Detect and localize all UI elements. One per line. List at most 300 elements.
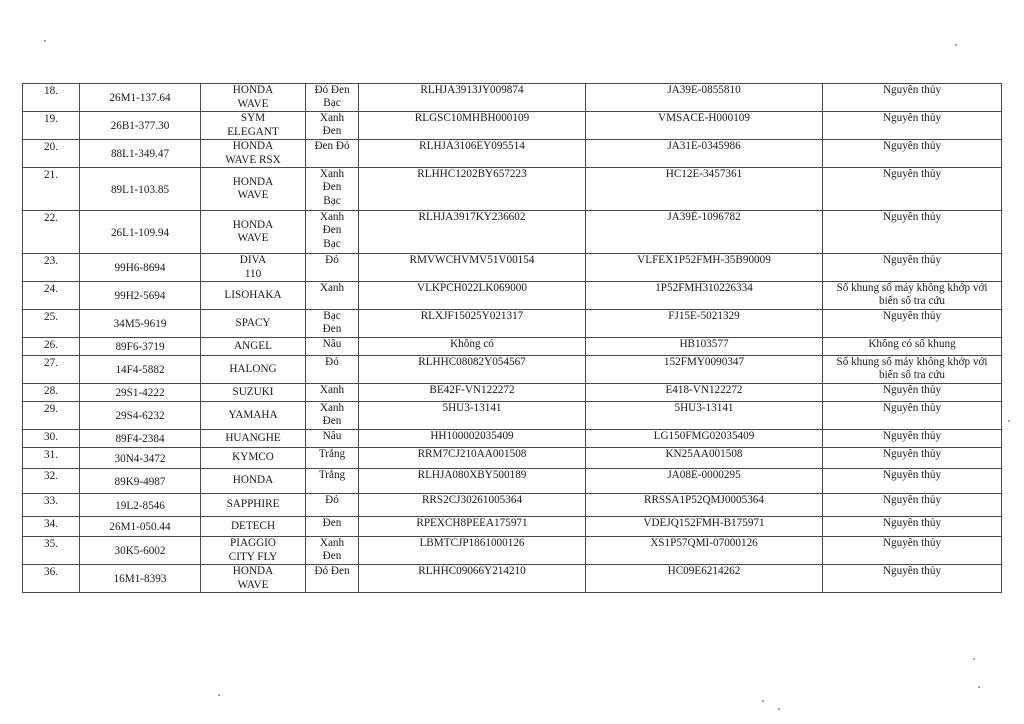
status-cell xyxy=(823,310,1002,338)
row-number-cell xyxy=(23,254,80,282)
table-row xyxy=(23,517,1002,537)
brand-cell xyxy=(201,310,306,338)
row-number: 34. xyxy=(44,518,58,530)
frame-number: RRS2CJ30261005364 xyxy=(421,494,523,506)
status-line: Nguyên thủy xyxy=(882,211,942,223)
row-number-cell xyxy=(23,356,80,384)
frame-number-cell xyxy=(359,402,586,430)
color-cell xyxy=(306,402,359,430)
frame-number-cell xyxy=(359,517,586,537)
plate-number: 26L1-109.94 xyxy=(110,226,170,239)
plate-number: 30K5-6002 xyxy=(114,545,166,558)
frame-number: RLHJA3913JY009874 xyxy=(420,84,524,96)
color-cell xyxy=(306,537,359,565)
frame-number-cell xyxy=(359,384,586,402)
table-row xyxy=(23,448,1002,469)
brand-line: HONDA xyxy=(232,175,274,188)
engine-number: 5HU3-13141 xyxy=(674,402,734,414)
row-number: 23. xyxy=(44,255,58,267)
engine-number: JA39E-0855810 xyxy=(667,84,741,96)
frame-number-cell xyxy=(359,140,586,168)
color-line: Đen xyxy=(322,181,342,194)
brand-line: YAMAHA xyxy=(228,408,278,421)
status-cell xyxy=(823,168,1002,211)
row-number-cell xyxy=(23,469,80,494)
plate-cell xyxy=(80,469,201,494)
brand-cell xyxy=(201,537,306,565)
scan-speck xyxy=(973,658,975,660)
plate-number: 89F4-2384 xyxy=(115,433,165,446)
status-cell xyxy=(823,356,1002,384)
brand-line: WAVE xyxy=(237,578,269,591)
row-number-cell xyxy=(23,338,80,356)
status-cell xyxy=(823,84,1002,112)
frame-number: BE42F-VN122272 xyxy=(429,384,515,396)
color-cell xyxy=(306,565,359,593)
table-row xyxy=(23,84,1002,112)
row-number-cell xyxy=(23,517,80,537)
brand-line: HONDA xyxy=(232,84,274,97)
table-row xyxy=(23,469,1002,494)
engine-number: JA31E-0345986 xyxy=(667,140,741,152)
status-line: biển số tra cứu xyxy=(878,295,946,308)
frame-number-cell xyxy=(359,168,586,211)
row-number-cell xyxy=(23,430,80,448)
color-line: Đen xyxy=(322,415,342,428)
engine-number-cell xyxy=(586,140,823,168)
plate-cell xyxy=(80,384,201,402)
status-line: Nguyên thủy xyxy=(882,254,942,266)
brand-line: WAVE xyxy=(237,97,269,110)
plate-number: 16M1-8393 xyxy=(113,573,167,586)
color-line: Xanh xyxy=(319,537,345,549)
brand-cell xyxy=(201,112,306,140)
frame-number-cell xyxy=(359,310,586,338)
row-number-cell xyxy=(23,494,80,517)
status-cell xyxy=(823,565,1002,593)
color-line: Đỏ Đen xyxy=(314,84,350,96)
frame-number-cell xyxy=(359,537,586,565)
status-cell xyxy=(823,469,1002,494)
table-row xyxy=(23,211,1002,254)
plate-cell xyxy=(80,565,201,593)
table-row xyxy=(23,384,1002,402)
brand-cell xyxy=(201,254,306,282)
engine-number: VDEJQ152FMH-B175971 xyxy=(643,517,765,529)
brand-cell xyxy=(201,356,306,384)
status-line: Nguyên thủy xyxy=(882,517,942,529)
table-row xyxy=(23,168,1002,211)
engine-number: FJ15E-5021329 xyxy=(668,310,740,322)
brand-cell xyxy=(201,282,306,310)
status-line: Nguyên thủy xyxy=(882,430,942,442)
plate-cell xyxy=(80,430,201,448)
plate-cell xyxy=(80,338,201,356)
color-cell xyxy=(306,310,359,338)
row-number-cell xyxy=(23,448,80,469)
color-line: Đỏ xyxy=(325,356,339,368)
frame-number-cell xyxy=(359,84,586,112)
status-line: Nguyên thủy xyxy=(882,140,942,152)
status-cell xyxy=(823,402,1002,430)
brand-cell xyxy=(201,384,306,402)
row-number: 30. xyxy=(44,431,58,443)
status-cell xyxy=(823,211,1002,254)
plate-cell xyxy=(80,140,201,168)
plate-number: 19L2-8546 xyxy=(115,499,165,512)
color-line: Xanh xyxy=(319,384,345,396)
plate-number: 99H2-5694 xyxy=(114,290,166,303)
color-cell xyxy=(306,84,359,112)
table-row xyxy=(23,310,1002,338)
brand-line: HALONG xyxy=(229,362,277,375)
plate-cell xyxy=(80,517,201,537)
frame-number: RLXJF15025Y021317 xyxy=(420,310,524,322)
row-number: 18. xyxy=(44,85,58,97)
row-number-cell xyxy=(23,310,80,338)
color-line: Xanh xyxy=(319,168,345,180)
status-cell xyxy=(823,517,1002,537)
brand-line: KYMCO xyxy=(232,451,274,464)
brand-cell xyxy=(201,338,306,356)
status-line: Nguyên thủy xyxy=(882,384,942,396)
engine-number-cell xyxy=(586,448,823,469)
brand-line: DIVA xyxy=(239,254,267,267)
frame-number: RMVWCHVMV51V00154 xyxy=(409,254,535,266)
engine-number-cell xyxy=(586,494,823,517)
engine-number-cell xyxy=(586,430,823,448)
brand-cell xyxy=(201,517,306,537)
brand-line: DETECH xyxy=(230,519,276,532)
row-number: 35. xyxy=(44,538,58,550)
vehicle-table-body xyxy=(23,84,1002,593)
plate-number: 99H6-8694 xyxy=(114,262,166,275)
frame-number: HH100002035409 xyxy=(430,430,514,442)
table-row xyxy=(23,565,1002,593)
plate-number: 14F4-5882 xyxy=(115,364,165,377)
status-line: Nguyên thủy xyxy=(882,84,942,96)
brand-line: SUZUKI xyxy=(232,385,274,398)
brand-cell xyxy=(201,168,306,211)
color-line: Xanh xyxy=(319,112,345,124)
frame-number: RRM7CJ210AA001508 xyxy=(417,448,527,460)
brand-line: SAPPHIRE xyxy=(226,498,280,511)
engine-number: 152FMY0090347 xyxy=(663,356,745,368)
color-line: Đen xyxy=(322,224,342,237)
status-line: Nguyên thủy xyxy=(882,448,942,460)
color-line: Xanh xyxy=(319,402,345,414)
plate-cell xyxy=(80,494,201,517)
brand-cell xyxy=(201,140,306,168)
table-row xyxy=(23,430,1002,448)
brand-line: HONDA xyxy=(232,140,274,153)
row-number: 33. xyxy=(44,495,58,507)
brand-line: CITY FLY xyxy=(228,550,278,563)
color-cell xyxy=(306,168,359,211)
frame-number: RLHHC08082Y054567 xyxy=(418,356,526,368)
frame-number-cell xyxy=(359,448,586,469)
row-number-cell xyxy=(23,168,80,211)
color-line: Đen Đỏ xyxy=(314,140,350,152)
brand-line: ANGEL xyxy=(234,339,272,352)
frame-number: LBMTCJP1861000126 xyxy=(419,537,525,549)
frame-number: RLHJA3917KY236602 xyxy=(418,211,526,223)
row-number-cell xyxy=(23,565,80,593)
brand-line: SPACY xyxy=(235,316,271,329)
engine-number: VMSACE-H000109 xyxy=(658,112,750,124)
row-number-cell xyxy=(23,211,80,254)
frame-number-cell xyxy=(359,430,586,448)
plate-number: 89L1-103.85 xyxy=(110,183,170,196)
color-line: Đỏ Đen xyxy=(314,565,350,577)
plate-number: 26M1-050.44 xyxy=(109,521,171,534)
color-line: Trắng xyxy=(318,448,346,460)
row-number-cell xyxy=(23,140,80,168)
plate-number: 89K9-4987 xyxy=(114,475,166,488)
row-number-cell xyxy=(23,282,80,310)
plate-number: 26B1-377.30 xyxy=(110,120,170,133)
status-line: Nguyên thủy xyxy=(882,565,942,577)
plate-cell xyxy=(80,168,201,211)
color-line: Xanh xyxy=(319,211,345,223)
engine-number: VLFEX1P52FMH-35B90009 xyxy=(637,254,771,266)
plate-cell xyxy=(80,310,201,338)
engine-number: HC09E6214262 xyxy=(667,565,741,577)
frame-number: Không có xyxy=(450,338,494,350)
row-number: 27. xyxy=(44,357,58,369)
engine-number: XS1P57QMI-07000126 xyxy=(650,537,758,549)
frame-number: RPEXCH8PEEA175971 xyxy=(416,517,528,529)
scan-speck xyxy=(978,686,980,688)
color-line: Bạc xyxy=(323,237,341,250)
brand-line: WAVE xyxy=(237,232,269,244)
status-line: Số khung số máy không khớp với xyxy=(836,356,988,368)
frame-number: RLHJA080XBY500189 xyxy=(417,469,527,481)
status-line: Nguyên thủy xyxy=(882,402,942,414)
row-number-cell xyxy=(23,84,80,112)
engine-number-cell xyxy=(586,384,823,402)
row-number: 19. xyxy=(44,113,58,125)
color-line: Đen xyxy=(322,125,342,138)
status-line: Nguyên thủy xyxy=(882,168,942,180)
color-cell xyxy=(306,494,359,517)
plate-cell xyxy=(80,211,201,254)
engine-number-cell xyxy=(586,168,823,211)
brand-line: PIAGGIO xyxy=(230,537,276,550)
engine-number: JA39E-1096782 xyxy=(667,211,741,223)
color-line: Bạc xyxy=(323,310,341,322)
frame-number-cell xyxy=(359,282,586,310)
status-cell xyxy=(823,537,1002,565)
brand-cell xyxy=(201,211,306,254)
color-line: Đen xyxy=(322,323,342,336)
row-number: 32. xyxy=(44,470,58,482)
vehicle-table xyxy=(22,83,1002,593)
scan-speck xyxy=(1008,420,1010,422)
row-number-cell xyxy=(23,402,80,430)
status-line: Nguyên thủy xyxy=(882,537,942,549)
engine-number: KN25AA001508 xyxy=(665,448,743,460)
row-number: 24. xyxy=(44,283,58,295)
plate-number: 30N4-3472 xyxy=(114,452,166,465)
table-row xyxy=(23,494,1002,517)
color-cell xyxy=(306,430,359,448)
color-cell xyxy=(306,517,359,537)
brand-line: WAVE RSX xyxy=(225,153,281,166)
row-number-cell xyxy=(23,537,80,565)
table-row xyxy=(23,140,1002,168)
color-line: Đỏ xyxy=(325,494,339,506)
engine-number-cell xyxy=(586,469,823,494)
status-cell xyxy=(823,112,1002,140)
status-cell xyxy=(823,140,1002,168)
engine-number-cell xyxy=(586,537,823,565)
brand-cell xyxy=(201,494,306,517)
scan-speck xyxy=(778,708,780,710)
engine-number: HB103577 xyxy=(679,338,729,350)
plate-cell xyxy=(80,448,201,469)
frame-number-cell xyxy=(359,356,586,384)
engine-number: JA08E-0000295 xyxy=(667,469,741,481)
brand-cell xyxy=(201,469,306,494)
engine-number: E418-VN122272 xyxy=(665,384,743,396)
color-line: Nâu xyxy=(322,430,342,442)
color-cell xyxy=(306,211,359,254)
row-number: 21. xyxy=(44,169,58,181)
color-line: Bạc xyxy=(323,97,341,110)
row-number: 29. xyxy=(44,403,58,415)
color-cell xyxy=(306,254,359,282)
brand-cell xyxy=(201,430,306,448)
brand-line: 110 xyxy=(244,267,262,280)
plate-number: 26M1-137.64 xyxy=(109,92,171,105)
frame-number: VLKPCH022LK069000 xyxy=(416,282,527,294)
engine-number-cell xyxy=(586,338,823,356)
brand-line: HUANGHE xyxy=(225,431,281,444)
brand-line: HONDA xyxy=(232,565,274,578)
status-line: Số khung số máy không khớp với xyxy=(836,282,988,294)
plate-cell xyxy=(80,254,201,282)
status-line: Nguyên thủy xyxy=(882,112,942,124)
frame-number-cell xyxy=(359,469,586,494)
frame-number-cell xyxy=(359,254,586,282)
row-number: 22. xyxy=(44,212,58,224)
frame-number: RLGSC10MHBH000109 xyxy=(414,112,530,124)
engine-number-cell xyxy=(586,254,823,282)
table-row xyxy=(23,356,1002,384)
table-row xyxy=(23,402,1002,430)
scan-speck xyxy=(44,40,46,42)
status-line: Nguyên thủy xyxy=(882,310,942,322)
plate-number: 29S4-6232 xyxy=(115,410,165,423)
brand-cell xyxy=(201,402,306,430)
plate-cell xyxy=(80,356,201,384)
plate-cell xyxy=(80,84,201,112)
color-line: Trắng xyxy=(318,469,346,481)
color-line: Nâu xyxy=(322,338,342,350)
color-cell xyxy=(306,112,359,140)
scan-speck xyxy=(762,700,764,702)
plate-number: 29S1-4222 xyxy=(115,387,165,400)
color-cell xyxy=(306,448,359,469)
engine-number: HC12E-3457361 xyxy=(665,168,743,180)
color-line: Xanh xyxy=(319,282,345,294)
status-cell xyxy=(823,254,1002,282)
status-line: biển số tra cứu xyxy=(878,369,946,382)
frame-number: RLHHC09066Y214210 xyxy=(418,565,526,577)
scan-speck xyxy=(218,694,220,696)
status-line: Nguyên thủy xyxy=(882,469,942,481)
row-number: 28. xyxy=(44,385,58,397)
frame-number-cell xyxy=(359,211,586,254)
brand-line: SYM xyxy=(240,112,266,125)
status-line: Nguyên thủy xyxy=(882,494,942,506)
table-row xyxy=(23,537,1002,565)
color-line: Đỏ xyxy=(325,254,339,266)
plate-cell xyxy=(80,537,201,565)
row-number: 36. xyxy=(44,566,58,578)
brand-cell xyxy=(201,84,306,112)
row-number-cell xyxy=(23,384,80,402)
engine-number-cell xyxy=(586,112,823,140)
frame-number: RLHHC1202BY657223 xyxy=(417,168,527,180)
color-line: Đen xyxy=(322,550,342,563)
table-row xyxy=(23,254,1002,282)
color-cell xyxy=(306,356,359,384)
engine-number-cell xyxy=(586,84,823,112)
engine-number: RRSSA1P52QMJ0005364 xyxy=(644,494,764,506)
plate-number: 34M5-9619 xyxy=(113,318,167,331)
brand-cell xyxy=(201,448,306,469)
engine-number-cell xyxy=(586,282,823,310)
brand-line: LISOHAKA xyxy=(224,288,282,301)
engine-number-cell xyxy=(586,211,823,254)
brand-line: HONDA xyxy=(232,218,274,231)
status-cell xyxy=(823,282,1002,310)
engine-number-cell xyxy=(586,402,823,430)
status-cell xyxy=(823,338,1002,356)
frame-number: RLHJA3106EY095514 xyxy=(419,140,525,152)
status-cell xyxy=(823,494,1002,517)
plate-cell xyxy=(80,112,201,140)
plate-number: 89F6-3719 xyxy=(115,341,165,354)
brand-line: ELEGANT xyxy=(227,125,279,138)
row-number: 26. xyxy=(44,339,58,351)
plate-cell xyxy=(80,402,201,430)
row-number: 31. xyxy=(44,449,58,461)
engine-number-cell xyxy=(586,356,823,384)
color-line: Bạc xyxy=(323,194,341,207)
color-line: Đen xyxy=(322,517,342,529)
brand-cell xyxy=(201,565,306,593)
status-line: Không có số khung xyxy=(868,338,956,350)
table-row xyxy=(23,112,1002,140)
color-cell xyxy=(306,338,359,356)
frame-number-cell xyxy=(359,565,586,593)
status-cell xyxy=(823,448,1002,469)
frame-number: 5HU3-13141 xyxy=(442,402,502,414)
status-cell xyxy=(823,384,1002,402)
engine-number: 1P52FMH310226334 xyxy=(655,282,753,294)
frame-number-cell xyxy=(359,494,586,517)
engine-number-cell xyxy=(586,310,823,338)
color-cell xyxy=(306,140,359,168)
table-row xyxy=(23,338,1002,356)
brand-line: WAVE xyxy=(237,189,269,201)
engine-number-cell xyxy=(586,565,823,593)
frame-number-cell xyxy=(359,338,586,356)
engine-number: LG150FMG02035409 xyxy=(653,430,755,442)
